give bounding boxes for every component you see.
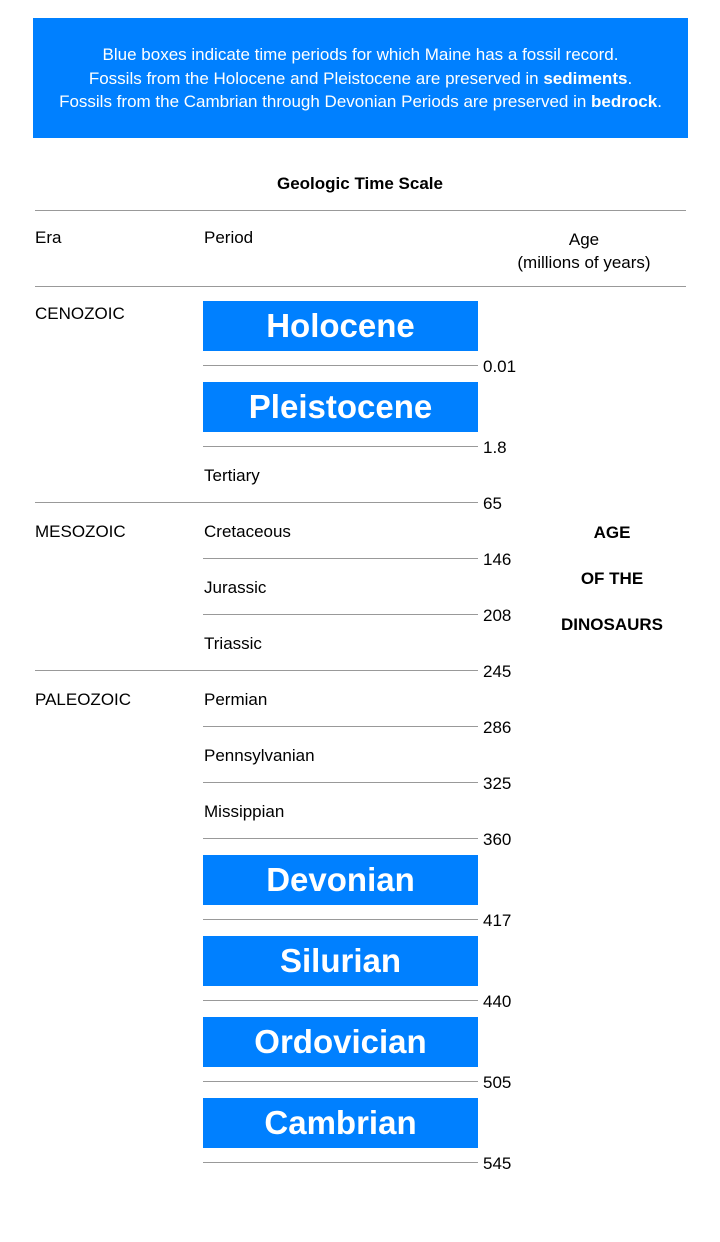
age-label: 360 [483,830,512,849]
era-mesozoic: MESOZOIC [35,522,126,541]
boundary-line [203,670,478,671]
boundary-line [203,446,478,447]
header-bottom-rule [35,286,686,287]
age-header-line-1: Age [568,230,600,249]
boundary-line [203,1081,478,1082]
boundary-line [203,614,478,615]
period-box-ordovician: Ordovician [203,1017,478,1067]
boundary-line [203,919,478,920]
info-banner [33,18,688,138]
banner-line-3-end: . [657,92,662,111]
period-triassic: Triassic [204,634,262,653]
period-box-cambrian: Cambrian [203,1098,478,1148]
era-cenozoic: CENOZOIC [35,304,125,323]
dinosaurs-label-line-3: DINOSAURS [560,615,663,634]
dinosaurs-label-line-2: OF THE [580,569,644,588]
period-column-header: Period [204,228,254,247]
period-box-pleistocene: Pleistocene [203,382,478,432]
dinosaurs-label-line-1: AGE [593,523,631,542]
age-label: 286 [483,718,512,737]
age-label: 65 [483,494,502,513]
sediments-emphasis: sediments [543,68,628,88]
age-label: 208 [483,606,512,625]
boundary-line [203,1162,478,1163]
banner-line-2-end: . [627,68,633,88]
banner-line-2 [33,67,688,91]
boundary-line [203,558,478,559]
age-label: 245 [483,662,512,681]
age-label: 417 [483,911,512,930]
period-box-devonian: Devonian [203,855,478,905]
period-missippian: Missippian [204,802,285,821]
boundary-line [203,365,478,366]
boundary-line [203,1000,478,1001]
banner-line-1: Blue boxes indicate time periods for which Maine has a fossil record. [102,45,619,64]
age-label: 440 [483,992,512,1011]
boundary-line [203,782,478,783]
age-header-line-2: (millions of years) [517,253,651,272]
period-tertiary: Tertiary [204,466,260,485]
bedrock-emphasis: bedrock [591,92,658,111]
boundary-line [203,726,478,727]
age-label: 325 [483,774,512,793]
age-label: 0.01 [483,357,517,376]
period-permian: Permian [204,690,268,709]
age-column-header [500,228,668,274]
age-label: 146 [483,550,512,569]
age-label: 545 [483,1154,512,1173]
era-paleozoic: PALEOZOIC [35,690,132,709]
banner-line-3 [33,90,688,114]
boundary-line [203,502,478,503]
header-top-rule [35,210,686,211]
period-box-holocene: Holocene [203,301,478,351]
age-label: 505 [483,1073,512,1092]
period-box-silurian: Silurian [203,936,478,986]
age-label: 1.8 [483,438,507,457]
banner-line-2-text: Fossils from the Holocene and Pleistocene are preserved in [88,68,544,88]
era-column-header: Era [35,228,62,247]
period-pennsylvanian: Pennsylvanian [204,746,315,765]
era-divider-mesozoic-paleozoic [35,670,203,671]
period-jurassic: Jurassic [204,578,267,597]
boundary-line [203,838,478,839]
period-cretaceous: Cretaceous [204,522,291,541]
era-divider-cenozoic-mesozoic [35,502,203,503]
banner-line-3-text: Fossils from the Cambrian through Devonian Periods are preserved in [59,92,592,111]
page-title: Geologic Time Scale [277,174,443,193]
